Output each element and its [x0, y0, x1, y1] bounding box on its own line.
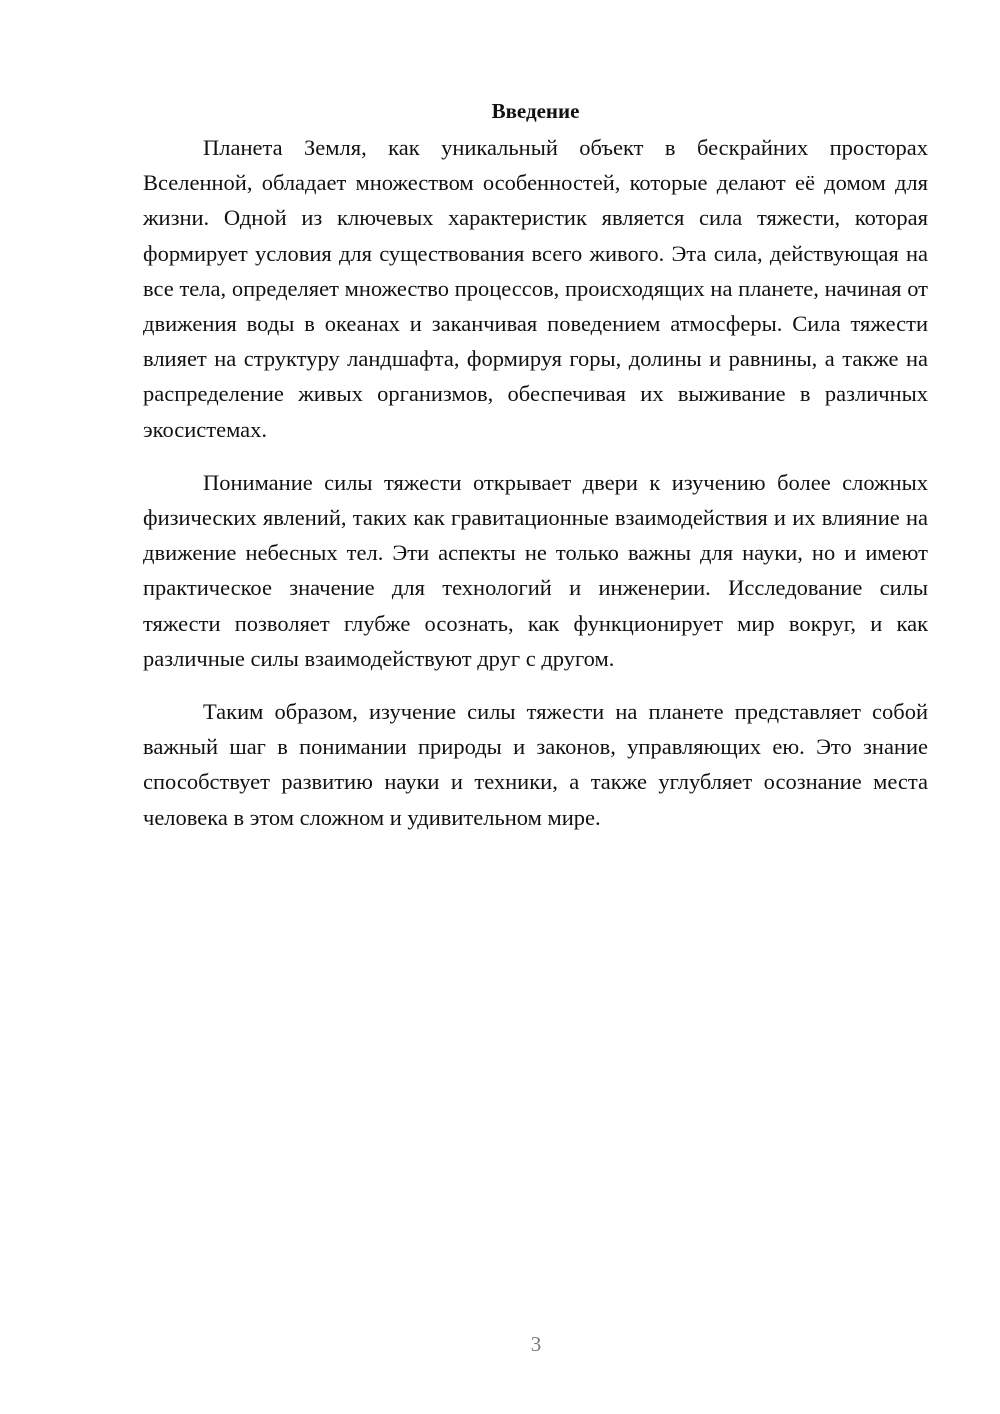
- paragraph-conclusion: Таким образом, изучение силы тяжести на планете представляет собой важный шаг в понимании природы и законов, управляющих ею. Это знание способствует развитию науки и техники, а также углубляет осознание места человека в этом сложном и удивительном мире.: [143, 699, 928, 830]
- section-heading: Введение: [491, 99, 580, 123]
- page-content: [143, 96, 928, 853]
- page-number: 3: [530, 1332, 542, 1356]
- paragraph-intro: Планета Земля, как уникальный объект в бескрайних просторах Вселенной, обладает множеством особенностей, которые делают её домом для жизни. Одной из ключевых характеристик является сила тяжести, которая формирует условия для существования всего живого. Эта сила, действующая на все тела, определяет множество процессов, происходящих на планете, начиная от движения воды в океанах и заканчивая поведением атмосферы. Сила тяжести влияет на структуру ландшафта, формируя горы, долины и равнины, а также на распределение живых организмов, обеспечивая их выживание в различных экосистемах.: [143, 135, 928, 442]
- paragraph-understanding: Понимание силы тяжести открывает двери к изучению более сложных физических явлений, таких как гравитационные взаимодействия и их влияние на движение небесных тел. Эти аспекты не только важны для науки, но и имеют практическое значение для технологий и инженерии. Исследование силы тяжести позволяет глубже осознать, как функционирует мир вокруг, и как различные силы взаимодействуют друг с другом.: [143, 469, 928, 671]
